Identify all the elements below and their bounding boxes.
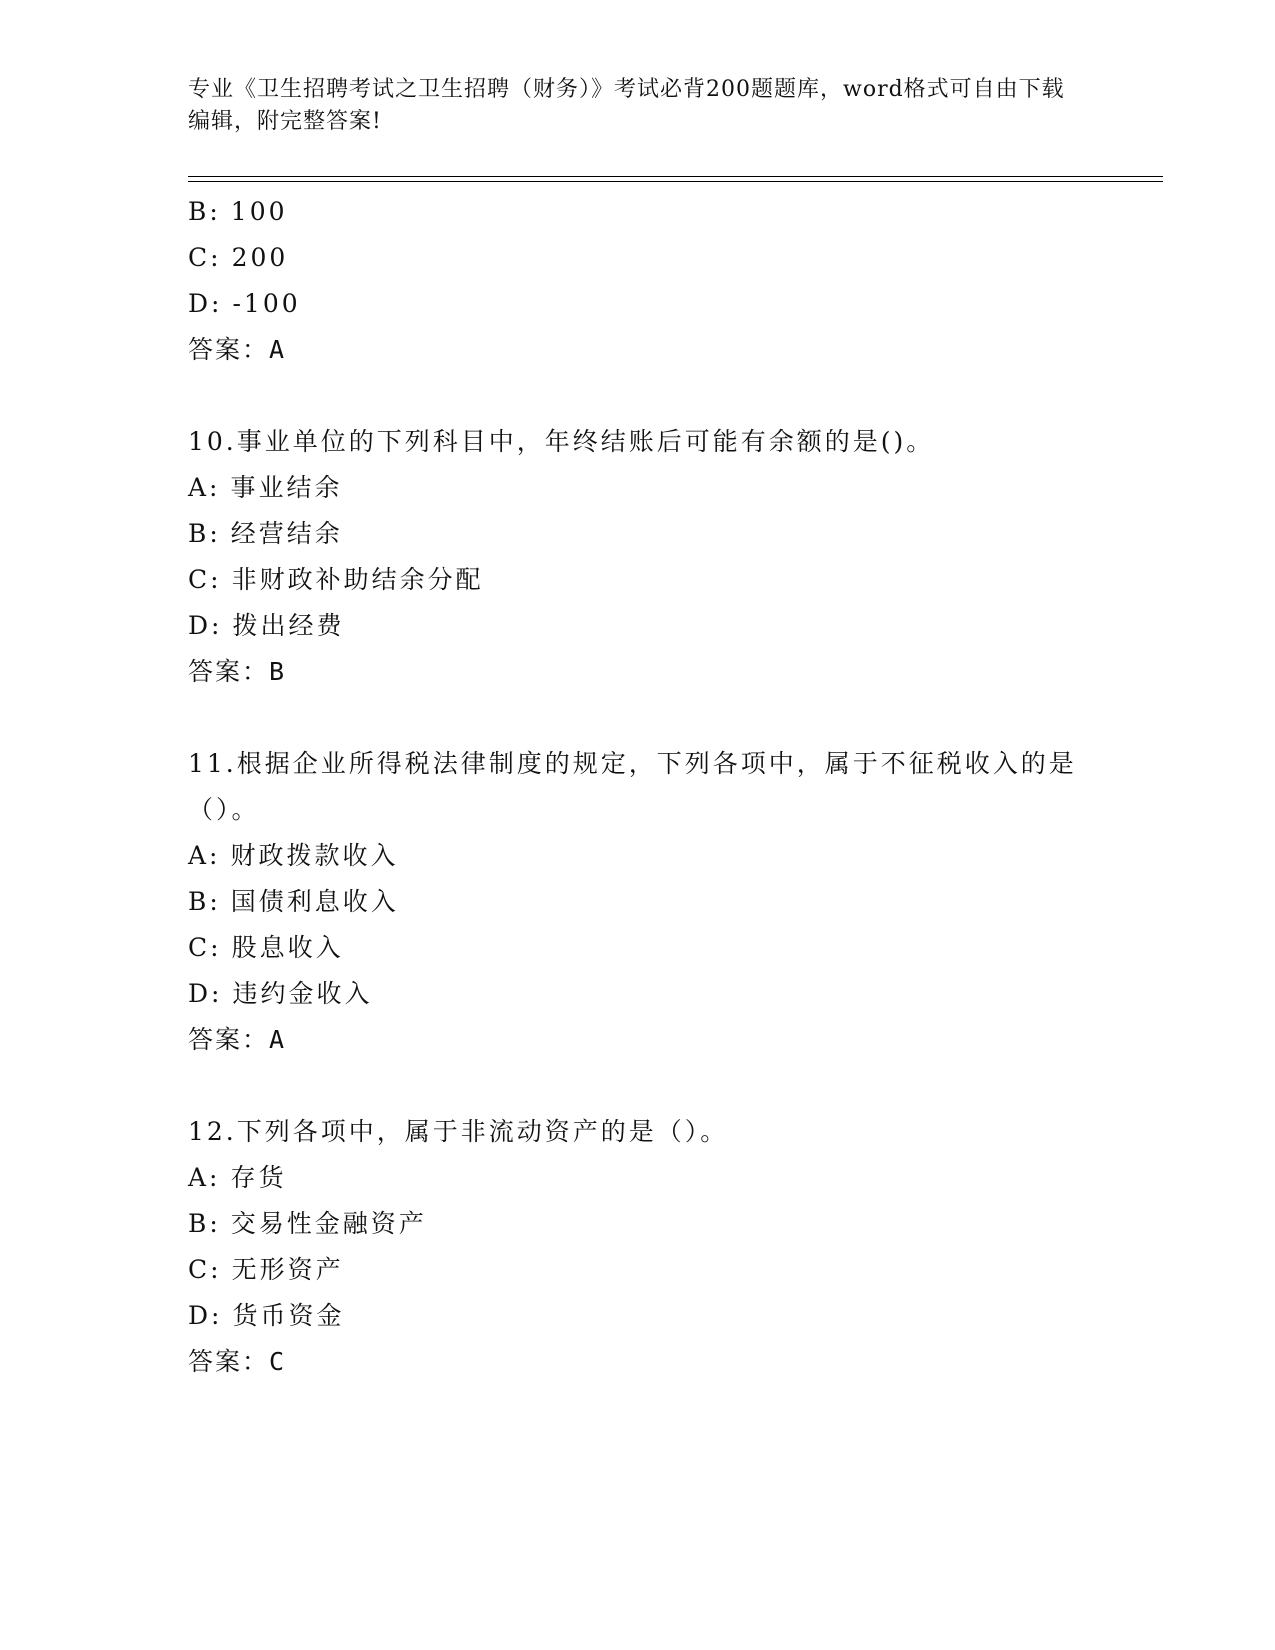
option-a: A: 存货 [188,1163,287,1192]
option-c: C: 无形资产 [188,1255,344,1284]
option-b: B: 经营结余 [188,519,343,548]
question-block-12 [188,1109,1088,1385]
question-list [188,189,1088,1385]
option-d: D: 货币资金 [188,1301,345,1330]
answer-line: 答案：C [188,1347,286,1376]
question-stem: 12.下列各项中，属于非流动资产的是（）。 [188,1117,729,1146]
option-c: C: 股息收入 [188,933,344,962]
option-d: D: 违约金收入 [188,979,373,1008]
option-b: B: 国债利息收入 [188,887,399,916]
option-d: D: 拨出经费 [188,611,345,640]
question-stem: 11.根据企业所得税法律制度的规定，下列各项中，属于不征税收入的是（）。 [188,749,1077,824]
question-stem: 10.事业单位的下列科目中，年终结账后可能有余额的是()。 [188,427,935,456]
spacer [188,373,1088,419]
option-a: A: 事业结余 [188,473,343,502]
option-c: C: 非财政补助结余分配 [188,565,484,594]
answer-line: 答案：B [188,657,286,686]
spacer [188,1063,1088,1109]
answer-line: 答案：A [188,1025,286,1054]
option-b: B: 交易性金融资产 [188,1209,427,1238]
option-c: C: 200 [188,243,289,272]
question-block-prev [188,189,1088,373]
question-block-10 [188,419,1088,695]
header-rule-bottom [188,181,1163,182]
option-b: B: 100 [188,197,288,226]
spacer [188,695,1088,741]
option-a: A: 财政拨款收入 [188,841,399,870]
answer-line: 答案：A [188,335,286,364]
document-header: 专业《卫生招聘考试之卫生招聘（财务）》考试必背200题题库，word格式可自由下载编辑，附完整答案! [188,77,1065,134]
header-rule-top [188,176,1163,177]
option-d: D: -100 [188,289,301,318]
question-block-11 [188,741,1088,1063]
